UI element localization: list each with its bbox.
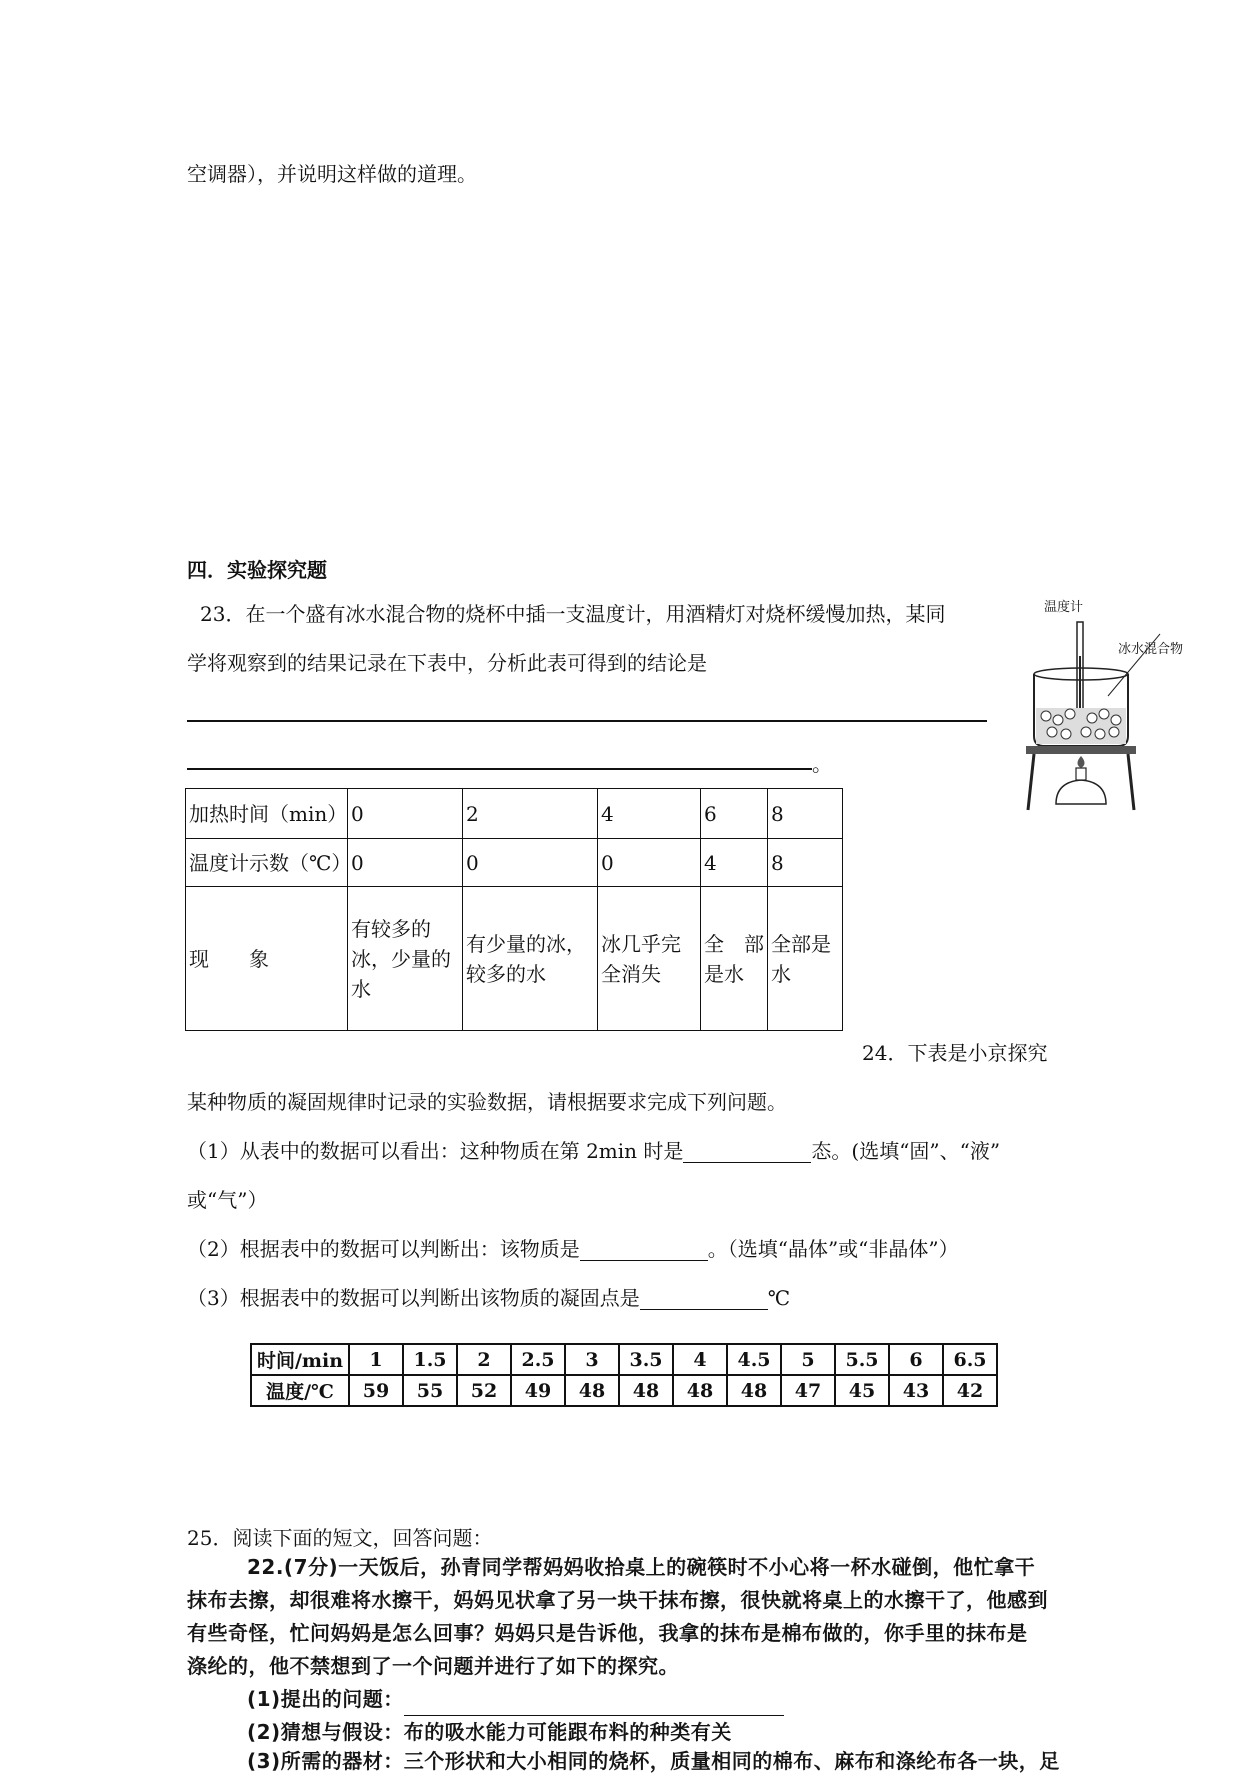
q24-part3-blank[interactable]: [640, 1289, 768, 1310]
table-cell: 6.5: [943, 1344, 997, 1375]
table-cell: 43: [889, 1375, 943, 1406]
q23-answer-line-1: [187, 720, 987, 722]
q25-intro: 25．阅读下面的短文，回答问题：: [187, 1526, 493, 1550]
table-cell: 0: [348, 789, 463, 839]
table-cell: 全 部是水: [701, 887, 768, 1031]
table-cell: 8: [768, 789, 843, 839]
q24-part2-blank[interactable]: [580, 1240, 708, 1261]
table-cell: 4.5: [727, 1344, 781, 1375]
q23-table: [185, 788, 843, 1031]
q25-passage-line4: 涤纶的，他不禁想到了一个问题并进行了如下的探究。: [187, 1654, 679, 1678]
table-cell: 冰几乎完全消失: [598, 887, 701, 1031]
q25-passage-line3: 有些奇怪，忙问妈妈是怎么回事？妈妈只是告诉他，我拿的抹布是棉布做的，你手里的抹布是: [187, 1621, 1028, 1645]
q24-part2-text-a: （2）根据表中的数据可以判断出：该物质是: [187, 1237, 580, 1261]
q25-question-blank[interactable]: [404, 1691, 784, 1716]
q24-part1-blank[interactable]: [683, 1142, 811, 1163]
beaker-illustration: [1020, 596, 1220, 816]
q24-part2-text-b: 。（选填“晶体”或“非晶体”）: [707, 1237, 959, 1261]
table-cell: 1.5: [403, 1344, 457, 1375]
table-cell: 0: [348, 839, 463, 887]
q25-passage-line1: 22.(7分)一天饭后，孙青同学帮妈妈收拾桌上的碗筷时不小心将一杯水碰倒，他忙拿干: [247, 1555, 1036, 1579]
q25-passage-line5: [247, 1682, 784, 1716]
q24-part1: [187, 1139, 1000, 1163]
table-cell: 6: [701, 789, 768, 839]
table-cell: 8: [768, 839, 843, 887]
q24-part2: [187, 1237, 959, 1261]
table-cell: 现 象: [186, 887, 348, 1031]
table-cell: 0: [463, 839, 598, 887]
table-cell: 2: [457, 1344, 511, 1375]
label-thermometer: 温度计: [1044, 600, 1084, 615]
table-cell: 0: [598, 839, 701, 887]
table-cell: 6: [889, 1344, 943, 1375]
top-text: 空调器），并说明这样做的道理。: [187, 162, 477, 186]
q25-passage-line7: [247, 1746, 1060, 1773]
q25-passage-line2: 抹布去擦，却很难将水擦干，妈妈见状拿了另一块干抹布擦，很快就将桌上的水擦干了，他感到: [187, 1588, 1048, 1612]
q24-part1-text-b: 态。(选填“固”、“液”: [811, 1139, 1001, 1163]
table-header-cell: 时间/min: [251, 1344, 349, 1375]
q23-line2: 学将观察到的结果记录在下表中，分析此表可得到的结论是: [187, 651, 707, 675]
table-cell: 1: [349, 1344, 403, 1375]
q24-intro-b: 某种物质的凝固规律时记录的实验数据，请根据要求完成下列问题。: [187, 1090, 787, 1114]
table-cell: 3.5: [619, 1344, 673, 1375]
table-cell: 2: [463, 789, 598, 839]
q25-question-label: (1)提出的问题：: [247, 1687, 404, 1711]
table-cell: 5.5: [835, 1344, 889, 1375]
table-cell: 4: [701, 839, 768, 887]
table-cell: 48: [565, 1375, 619, 1406]
table-row: [186, 789, 843, 839]
table-cell: 49: [511, 1375, 565, 1406]
table-cell: 有较多的冰，少量的水: [348, 887, 463, 1031]
table-cell: 加热时间（min）: [186, 789, 348, 839]
table-row: [251, 1344, 997, 1375]
table-cell: 48: [673, 1375, 727, 1406]
table-row: [186, 887, 843, 1031]
q24-intro-a: 24．下表是小京探究: [862, 1041, 1048, 1065]
q25-passage-line6: (2)猜想与假设：布的吸水能力可能跟布料的种类有关: [247, 1720, 732, 1744]
q24-part3: [187, 1286, 790, 1310]
table-cell: 温度计示数（℃）: [186, 839, 348, 887]
q24-part3-text-b: ℃: [767, 1286, 791, 1310]
q24-part1-cont: 或“气”）: [187, 1188, 268, 1212]
q24-table: [250, 1343, 998, 1407]
table-cell: 2.5: [511, 1344, 565, 1375]
q23-line1: 23．在一个盛有冰水混合物的烧杯中插一支温度计，用酒精灯对烧杯缓慢加热，某同: [200, 602, 946, 626]
table-cell: 全部是水: [768, 887, 843, 1031]
table-cell: 5: [781, 1344, 835, 1375]
q24-part1-text-a: （1）从表中的数据可以看出：这种物质在第 2min 时是: [187, 1139, 684, 1163]
table-row: [251, 1375, 997, 1406]
table-header-cell: 温度/℃: [251, 1375, 349, 1406]
table-cell: 48: [619, 1375, 673, 1406]
label-ice-water-mixture: 冰水混合物: [1118, 642, 1184, 657]
table-cell: 4: [673, 1344, 727, 1375]
q23-answer-line-2: [187, 768, 812, 770]
table-cell: 48: [727, 1375, 781, 1406]
beaker-figure: [1020, 596, 1220, 816]
table-cell: 3: [565, 1344, 619, 1375]
q23-period: 。: [812, 752, 832, 776]
section-heading: 四．实验探究题: [187, 558, 327, 582]
table-cell: 42: [943, 1375, 997, 1406]
table-cell: 52: [457, 1375, 511, 1406]
q25-passage-line7-text: (3)所需的器材：三个形状和大小相同的烧杯，质量相同的棉布、麻布和涤纶布各一块，足: [247, 1749, 1060, 1773]
table-cell: 45: [835, 1375, 889, 1406]
table-row: [186, 839, 843, 887]
table-cell: 4: [598, 789, 701, 839]
table-cell: 55: [403, 1375, 457, 1406]
table-cell: 有少量的冰，较多的水: [463, 887, 598, 1031]
q24-part3-text-a: （3）根据表中的数据可以判断出该物质的凝固点是: [187, 1286, 640, 1310]
table-cell: 47: [781, 1375, 835, 1406]
table-cell: 59: [349, 1375, 403, 1406]
